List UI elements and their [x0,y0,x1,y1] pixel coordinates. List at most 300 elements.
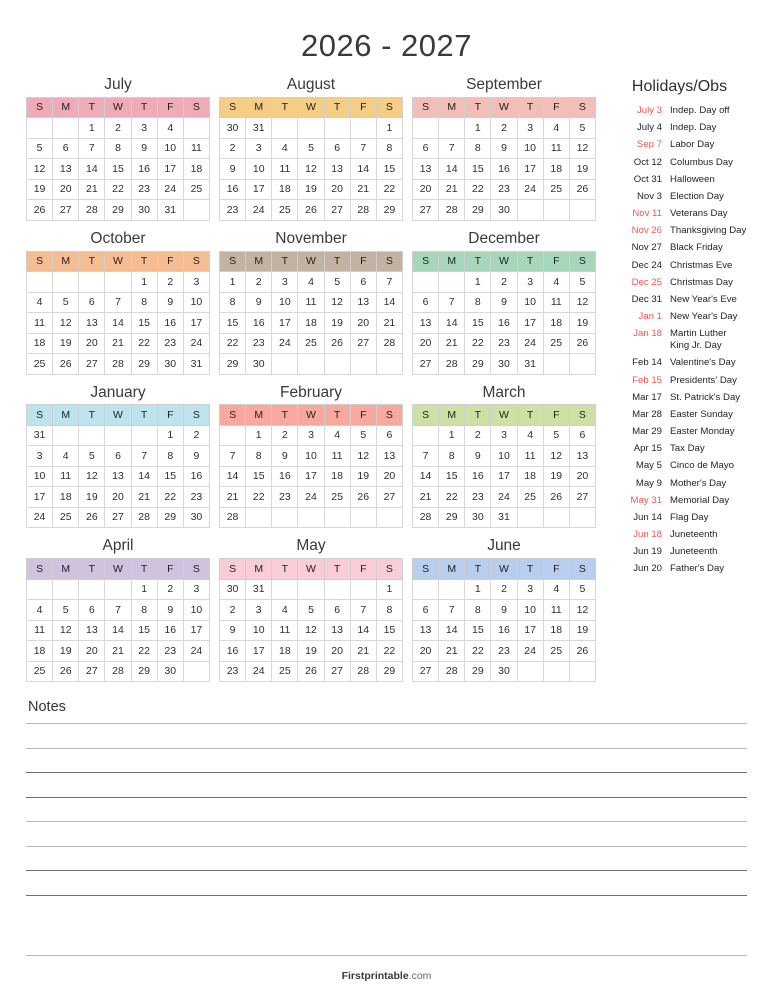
day-cell[interactable]: 15 [376,159,402,180]
day-cell[interactable]: 26 [350,487,376,508]
day-cell[interactable]: 26 [569,641,595,662]
day-cell[interactable]: 27 [350,333,376,354]
day-cell[interactable]: 14 [350,620,376,641]
day-cell[interactable]: 12 [27,159,53,180]
day-cell[interactable]: 4 [324,425,350,446]
day-cell[interactable]: 6 [53,138,79,159]
day-cell[interactable]: 12 [569,138,595,159]
day-cell[interactable]: 21 [220,487,246,508]
day-cell[interactable]: 27 [53,200,79,221]
day-cell[interactable]: 16 [246,313,272,334]
day-cell[interactable]: 12 [350,446,376,467]
day-cell[interactable]: 20 [324,641,350,662]
day-cell[interactable]: 2 [491,272,517,293]
day-cell[interactable]: 27 [105,507,131,528]
day-cell[interactable]: 16 [491,620,517,641]
day-cell[interactable]: 22 [157,487,183,508]
day-cell[interactable]: 16 [272,466,298,487]
day-cell[interactable]: 12 [298,620,324,641]
day-cell[interactable]: 9 [220,159,246,180]
day-cell[interactable]: 7 [439,600,465,621]
day-cell[interactable]: 3 [246,138,272,159]
day-cell[interactable]: 30 [491,200,517,221]
day-cell[interactable]: 2 [157,272,183,293]
day-cell[interactable]: 28 [220,507,246,528]
day-cell[interactable]: 9 [246,292,272,313]
day-cell[interactable]: 31 [246,579,272,600]
day-cell[interactable]: 22 [465,333,491,354]
day-cell[interactable]: 19 [298,179,324,200]
day-cell[interactable]: 9 [465,446,491,467]
day-cell[interactable]: 10 [272,292,298,313]
day-cell[interactable]: 4 [543,272,569,293]
day-cell[interactable]: 14 [376,292,402,313]
day-cell[interactable]: 29 [465,354,491,375]
day-cell[interactable]: 11 [324,446,350,467]
day-cell[interactable]: 18 [53,487,79,508]
day-cell[interactable]: 13 [324,620,350,641]
day-cell[interactable]: 8 [131,600,157,621]
day-cell[interactable]: 23 [491,179,517,200]
day-cell[interactable]: 5 [298,138,324,159]
day-cell[interactable]: 17 [298,466,324,487]
day-cell[interactable]: 17 [517,620,543,641]
day-cell[interactable]: 1 [376,579,402,600]
day-cell[interactable]: 17 [517,313,543,334]
day-cell[interactable]: 17 [183,313,209,334]
day-cell[interactable]: 17 [491,466,517,487]
day-cell[interactable]: 24 [183,641,209,662]
day-cell[interactable]: 17 [246,179,272,200]
day-cell[interactable]: 4 [27,292,53,313]
day-cell[interactable]: 17 [27,487,53,508]
day-cell[interactable]: 6 [413,600,439,621]
day-cell[interactable]: 13 [350,292,376,313]
day-cell[interactable]: 29 [465,661,491,682]
day-cell[interactable]: 7 [220,446,246,467]
day-cell[interactable]: 4 [543,118,569,139]
day-cell[interactable]: 6 [413,138,439,159]
day-cell[interactable]: 30 [183,507,209,528]
day-cell[interactable]: 23 [157,333,183,354]
day-cell[interactable]: 25 [543,179,569,200]
day-cell[interactable]: 28 [439,354,465,375]
day-cell[interactable]: 26 [53,354,79,375]
day-cell[interactable]: 13 [413,159,439,180]
day-cell[interactable]: 18 [324,466,350,487]
day-cell[interactable]: 11 [27,620,53,641]
day-cell[interactable]: 19 [350,466,376,487]
day-cell[interactable]: 30 [220,118,246,139]
day-cell[interactable]: 5 [324,272,350,293]
day-cell[interactable]: 19 [569,159,595,180]
day-cell[interactable]: 26 [324,333,350,354]
day-cell[interactable]: 6 [79,600,105,621]
day-cell[interactable]: 8 [439,446,465,467]
day-cell[interactable]: 8 [157,446,183,467]
day-cell[interactable]: 13 [569,446,595,467]
day-cell[interactable]: 16 [157,313,183,334]
day-cell[interactable]: 15 [131,620,157,641]
day-cell[interactable]: 12 [79,466,105,487]
day-cell[interactable]: 6 [413,292,439,313]
day-cell[interactable]: 3 [517,579,543,600]
day-cell[interactable]: 29 [465,200,491,221]
day-cell[interactable]: 31 [491,507,517,528]
day-cell[interactable]: 16 [465,466,491,487]
day-cell[interactable]: 24 [183,333,209,354]
day-cell[interactable]: 4 [27,600,53,621]
day-cell[interactable]: 5 [298,600,324,621]
day-cell[interactable]: 22 [465,179,491,200]
day-cell[interactable]: 5 [350,425,376,446]
day-cell[interactable]: 15 [465,313,491,334]
day-cell[interactable]: 22 [376,179,402,200]
day-cell[interactable]: 11 [272,159,298,180]
day-cell[interactable]: 2 [183,425,209,446]
day-cell[interactable]: 10 [517,292,543,313]
day-cell[interactable]: 2 [105,118,131,139]
day-cell[interactable]: 23 [465,487,491,508]
day-cell[interactable]: 28 [413,507,439,528]
day-cell[interactable]: 26 [298,661,324,682]
day-cell[interactable]: 22 [465,641,491,662]
day-cell[interactable]: 15 [105,159,131,180]
day-cell[interactable]: 27 [79,661,105,682]
note-line[interactable] [26,895,747,896]
day-cell[interactable]: 22 [131,333,157,354]
day-cell[interactable]: 22 [220,333,246,354]
day-cell[interactable]: 8 [376,138,402,159]
day-cell[interactable]: 29 [157,507,183,528]
day-cell[interactable]: 26 [53,661,79,682]
day-cell[interactable]: 24 [27,507,53,528]
day-cell[interactable]: 19 [53,641,79,662]
day-cell[interactable]: 9 [131,138,157,159]
day-cell[interactable]: 10 [157,138,183,159]
day-cell[interactable]: 14 [220,466,246,487]
day-cell[interactable]: 21 [439,333,465,354]
day-cell[interactable]: 10 [246,159,272,180]
day-cell[interactable]: 24 [246,200,272,221]
day-cell[interactable]: 1 [157,425,183,446]
day-cell[interactable]: 8 [105,138,131,159]
day-cell[interactable]: 1 [79,118,105,139]
day-cell[interactable]: 18 [272,179,298,200]
day-cell[interactable]: 1 [376,118,402,139]
day-cell[interactable]: 16 [220,179,246,200]
day-cell[interactable]: 4 [543,579,569,600]
day-cell[interactable]: 7 [79,138,105,159]
day-cell[interactable]: 16 [491,159,517,180]
day-cell[interactable]: 24 [246,661,272,682]
day-cell[interactable]: 12 [543,446,569,467]
day-cell[interactable]: 7 [350,138,376,159]
day-cell[interactable]: 25 [183,179,209,200]
day-cell[interactable]: 29 [131,354,157,375]
day-cell[interactable]: 21 [350,641,376,662]
day-cell[interactable]: 10 [183,600,209,621]
day-cell[interactable]: 9 [491,600,517,621]
day-cell[interactable]: 21 [439,179,465,200]
day-cell[interactable]: 10 [517,600,543,621]
day-cell[interactable]: 28 [131,507,157,528]
day-cell[interactable]: 5 [569,118,595,139]
day-cell[interactable]: 8 [465,292,491,313]
day-cell[interactable]: 15 [465,159,491,180]
day-cell[interactable]: 30 [220,579,246,600]
day-cell[interactable]: 13 [413,313,439,334]
day-cell[interactable]: 18 [183,159,209,180]
day-cell[interactable]: 24 [517,333,543,354]
day-cell[interactable]: 13 [376,446,402,467]
day-cell[interactable]: 19 [79,487,105,508]
day-cell[interactable]: 23 [220,200,246,221]
day-cell[interactable]: 22 [246,487,272,508]
day-cell[interactable]: 24 [517,641,543,662]
day-cell[interactable]: 28 [105,661,131,682]
day-cell[interactable]: 19 [53,333,79,354]
day-cell[interactable]: 24 [157,179,183,200]
day-cell[interactable]: 6 [324,600,350,621]
day-cell[interactable]: 15 [131,313,157,334]
day-cell[interactable]: 1 [131,579,157,600]
day-cell[interactable]: 29 [376,200,402,221]
day-cell[interactable]: 27 [569,487,595,508]
day-cell[interactable]: 23 [246,333,272,354]
day-cell[interactable]: 13 [413,620,439,641]
note-line[interactable] [26,821,747,822]
day-cell[interactable]: 5 [543,425,569,446]
day-cell[interactable]: 14 [439,620,465,641]
day-cell[interactable]: 12 [53,620,79,641]
day-cell[interactable]: 23 [157,641,183,662]
day-cell[interactable]: 15 [376,620,402,641]
day-cell[interactable]: 23 [491,641,517,662]
day-cell[interactable]: 20 [79,641,105,662]
day-cell[interactable]: 23 [272,487,298,508]
day-cell[interactable]: 26 [298,200,324,221]
day-cell[interactable]: 25 [27,661,53,682]
day-cell[interactable]: 21 [439,641,465,662]
day-cell[interactable]: 20 [324,179,350,200]
day-cell[interactable]: 3 [517,272,543,293]
day-cell[interactable]: 24 [491,487,517,508]
day-cell[interactable]: 25 [53,507,79,528]
day-cell[interactable]: 20 [413,179,439,200]
day-cell[interactable]: 26 [569,179,595,200]
day-cell[interactable]: 30 [491,354,517,375]
day-cell[interactable]: 18 [543,159,569,180]
day-cell[interactable]: 2 [220,138,246,159]
day-cell[interactable]: 8 [220,292,246,313]
day-cell[interactable]: 7 [105,292,131,313]
day-cell[interactable]: 27 [324,661,350,682]
day-cell[interactable]: 13 [79,313,105,334]
day-cell[interactable]: 23 [220,661,246,682]
day-cell[interactable]: 9 [157,600,183,621]
day-cell[interactable]: 15 [465,620,491,641]
day-cell[interactable]: 2 [465,425,491,446]
note-line[interactable] [26,748,747,749]
day-cell[interactable]: 24 [272,333,298,354]
day-cell[interactable]: 26 [569,333,595,354]
day-cell[interactable]: 11 [298,292,324,313]
day-cell[interactable]: 6 [569,425,595,446]
day-cell[interactable]: 6 [350,272,376,293]
day-cell[interactable]: 16 [157,620,183,641]
day-cell[interactable]: 4 [53,446,79,467]
day-cell[interactable]: 23 [131,179,157,200]
day-cell[interactable]: 21 [376,313,402,334]
day-cell[interactable]: 21 [413,487,439,508]
day-cell[interactable]: 3 [27,446,53,467]
day-cell[interactable]: 12 [324,292,350,313]
day-cell[interactable]: 27 [376,487,402,508]
day-cell[interactable]: 10 [491,446,517,467]
day-cell[interactable]: 3 [517,118,543,139]
day-cell[interactable]: 30 [465,507,491,528]
day-cell[interactable]: 18 [543,620,569,641]
day-cell[interactable]: 30 [157,661,183,682]
day-cell[interactable]: 26 [79,507,105,528]
day-cell[interactable]: 9 [183,446,209,467]
day-cell[interactable]: 22 [131,641,157,662]
day-cell[interactable]: 21 [105,641,131,662]
day-cell[interactable]: 21 [350,179,376,200]
day-cell[interactable]: 8 [465,600,491,621]
day-cell[interactable]: 26 [543,487,569,508]
day-cell[interactable]: 17 [272,313,298,334]
day-cell[interactable]: 29 [439,507,465,528]
day-cell[interactable]: 9 [157,292,183,313]
day-cell[interactable]: 6 [105,446,131,467]
day-cell[interactable]: 28 [350,200,376,221]
day-cell[interactable]: 2 [157,579,183,600]
day-cell[interactable]: 15 [439,466,465,487]
day-cell[interactable]: 8 [465,138,491,159]
day-cell[interactable]: 14 [439,159,465,180]
day-cell[interactable]: 1 [439,425,465,446]
day-cell[interactable]: 24 [517,179,543,200]
day-cell[interactable]: 11 [543,600,569,621]
day-cell[interactable]: 20 [413,641,439,662]
day-cell[interactable]: 28 [79,200,105,221]
day-cell[interactable]: 8 [376,600,402,621]
day-cell[interactable]: 20 [79,333,105,354]
day-cell[interactable]: 20 [413,333,439,354]
day-cell[interactable]: 1 [465,579,491,600]
day-cell[interactable]: 7 [105,600,131,621]
day-cell[interactable]: 19 [324,313,350,334]
day-cell[interactable]: 13 [105,466,131,487]
day-cell[interactable]: 27 [324,200,350,221]
note-line[interactable] [26,870,747,871]
day-cell[interactable]: 19 [27,179,53,200]
day-cell[interactable]: 17 [246,641,272,662]
day-cell[interactable]: 7 [376,272,402,293]
day-cell[interactable]: 27 [413,200,439,221]
day-cell[interactable]: 25 [272,661,298,682]
day-cell[interactable]: 11 [27,313,53,334]
day-cell[interactable]: 30 [157,354,183,375]
day-cell[interactable]: 18 [298,313,324,334]
day-cell[interactable]: 13 [53,159,79,180]
day-cell[interactable]: 22 [439,487,465,508]
day-cell[interactable]: 20 [350,313,376,334]
day-cell[interactable]: 18 [543,313,569,334]
day-cell[interactable]: 31 [157,200,183,221]
day-cell[interactable]: 25 [324,487,350,508]
day-cell[interactable]: 19 [569,313,595,334]
day-cell[interactable]: 11 [183,138,209,159]
day-cell[interactable]: 31 [517,354,543,375]
day-cell[interactable]: 30 [246,354,272,375]
day-cell[interactable]: 28 [350,661,376,682]
day-cell[interactable]: 17 [157,159,183,180]
day-cell[interactable]: 3 [183,272,209,293]
day-cell[interactable]: 25 [27,354,53,375]
day-cell[interactable]: 2 [246,272,272,293]
day-cell[interactable]: 14 [350,159,376,180]
day-cell[interactable]: 29 [220,354,246,375]
note-line[interactable] [26,723,747,724]
day-cell[interactable]: 2 [220,600,246,621]
day-cell[interactable]: 4 [157,118,183,139]
day-cell[interactable]: 12 [298,159,324,180]
day-cell[interactable]: 1 [246,425,272,446]
day-cell[interactable]: 9 [491,138,517,159]
day-cell[interactable]: 8 [131,292,157,313]
day-cell[interactable]: 9 [272,446,298,467]
day-cell[interactable]: 28 [439,200,465,221]
day-cell[interactable]: 6 [324,138,350,159]
day-cell[interactable]: 1 [220,272,246,293]
day-cell[interactable]: 10 [246,620,272,641]
day-cell[interactable]: 5 [53,600,79,621]
day-cell[interactable]: 6 [376,425,402,446]
day-cell[interactable]: 25 [298,333,324,354]
day-cell[interactable]: 23 [491,333,517,354]
day-cell[interactable]: 15 [157,466,183,487]
day-cell[interactable]: 15 [246,466,272,487]
day-cell[interactable]: 21 [105,333,131,354]
day-cell[interactable]: 31 [27,425,53,446]
day-cell[interactable]: 20 [53,179,79,200]
note-line[interactable] [26,846,747,847]
day-cell[interactable]: 21 [79,179,105,200]
day-cell[interactable]: 10 [298,446,324,467]
day-cell[interactable]: 30 [131,200,157,221]
day-cell[interactable]: 25 [543,333,569,354]
day-cell[interactable]: 14 [105,313,131,334]
day-cell[interactable]: 14 [79,159,105,180]
day-cell[interactable]: 22 [105,179,131,200]
day-cell[interactable]: 3 [491,425,517,446]
day-cell[interactable]: 16 [220,641,246,662]
day-cell[interactable]: 5 [79,446,105,467]
day-cell[interactable]: 3 [246,600,272,621]
day-cell[interactable]: 8 [246,446,272,467]
day-cell[interactable]: 11 [543,292,569,313]
note-line[interactable] [26,797,747,798]
day-cell[interactable]: 31 [246,118,272,139]
day-cell[interactable]: 20 [105,487,131,508]
day-cell[interactable]: 16 [491,313,517,334]
day-cell[interactable]: 27 [79,354,105,375]
day-cell[interactable]: 18 [27,333,53,354]
day-cell[interactable]: 19 [569,620,595,641]
